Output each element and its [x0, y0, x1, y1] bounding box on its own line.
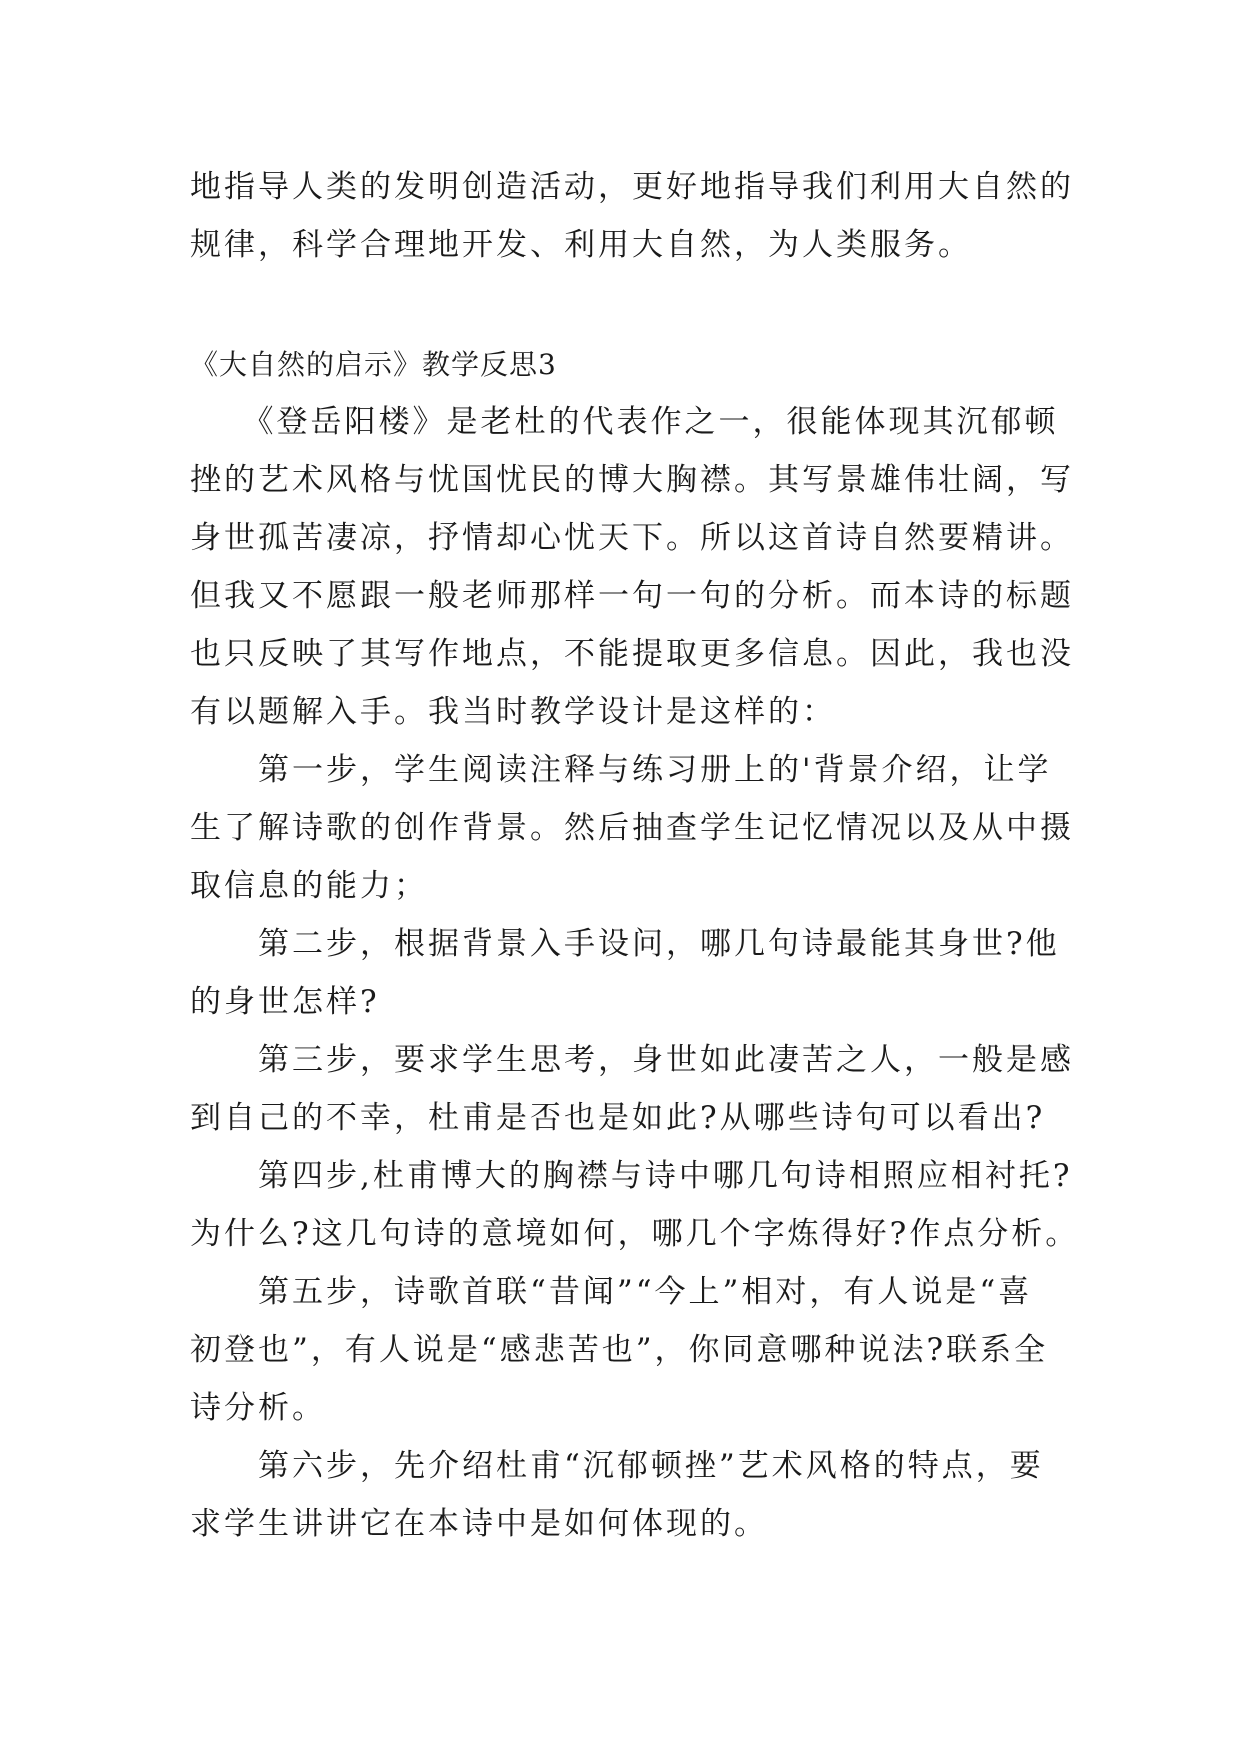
text-line: 到自己的不幸，杜甫是否也是如此?从哪些诗句可以看出?: [190, 1100, 1046, 1136]
text-line: 但我又不愿跟一般老师那样一句一句的分析。而本诗的标题: [190, 578, 1074, 614]
section-title: 《大自然的启示》教学反思3: [190, 348, 557, 381]
text-line: 身世孤苦凄凉，抒情却心忧天下。所以这首诗自然要精讲。: [190, 520, 1074, 556]
text-line: 为什么?这几句诗的意境如何，哪几个字炼得好?作点分析。: [190, 1216, 1080, 1252]
text-line: 第五步，诗歌首联“昔闻”“今上”相对，有人说是“喜: [190, 1274, 1033, 1310]
text-line: 规律，科学合理地开发、利用大自然，为人类服务。: [190, 227, 972, 263]
text-line: 的身世怎样?: [190, 984, 380, 1020]
text-line: 第一步，学生阅读注释与练习册上的'背景介绍，让学: [190, 752, 1052, 788]
text-line: 诗分析。: [190, 1390, 326, 1426]
text-line: 取信息的能力；: [190, 868, 428, 904]
text-line: 挫的艺术风格与忧国忧民的博大胸襟。其写景雄伟壮阔，写: [190, 462, 1074, 498]
text-line: 第三步，要求学生思考，身世如此凄苦之人，一般是感: [190, 1042, 1074, 1078]
text-line: 第二步，根据背景入手设问，哪几句诗最能其身世?他: [190, 926, 1060, 962]
text-line: 地指导人类的发明创造活动，更好地指导我们利用大自然的: [190, 169, 1074, 205]
text-line: 《登岳阳楼》是老杜的代表作之一，很能体现其沉郁顿: [190, 404, 1059, 440]
text-line: 第四步,杜甫博大的胸襟与诗中哪几句诗相照应相衬托?: [190, 1158, 1073, 1194]
text-line: 有以题解入手。我当时教学设计是这样的：: [190, 694, 836, 730]
text-line: 求学生讲讲它在本诗中是如何体现的。: [190, 1506, 768, 1542]
text-line: 初登也”，有人说是“感悲苦也”，你同意哪种说法?联系全: [190, 1332, 1049, 1368]
text-line: 生了解诗歌的创作背景。然后抽查学生记忆情况以及从中摄: [190, 810, 1074, 846]
text-line: 也只反映了其写作地点，不能提取更多信息。因此，我也没: [190, 636, 1074, 672]
text-line: 第六步，先介绍杜甫“沉郁顿挫”艺术风格的特点，要: [190, 1448, 1044, 1484]
